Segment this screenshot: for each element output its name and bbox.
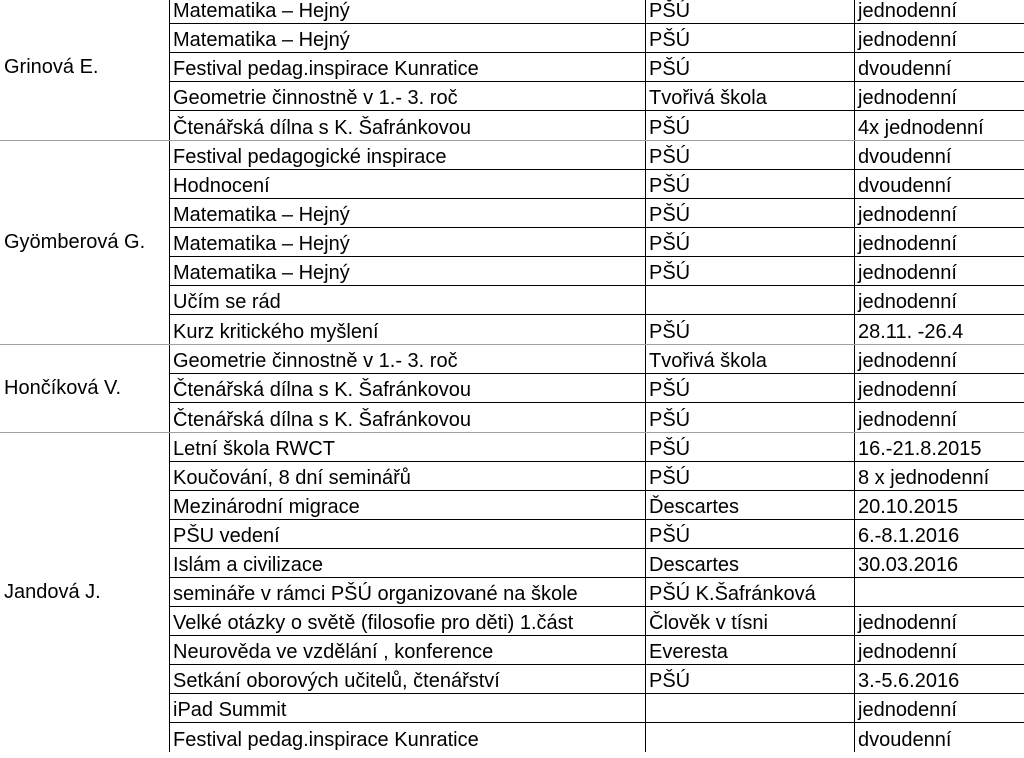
course-cell[interactable]: iPad Summit [170,694,646,722]
teacher-name-cell[interactable]: Jandová J. [0,433,170,752]
course-cell[interactable]: Mezinárodní migrace [170,491,646,519]
duration-cell[interactable]: jednodenní [858,699,957,721]
duration-cell[interactable]: 6.-8.1.2016 [858,525,960,547]
table-row [170,199,1024,228]
organizer-cell[interactable]: PŠÚ [646,374,855,402]
course-cell[interactable]: Festival pedag.inspirace Kunratice [170,53,646,81]
organizer-cell[interactable] [646,286,855,314]
organizer-cell[interactable]: PŠÚ [646,141,855,169]
duration-cell[interactable]: jednodenní [858,204,957,226]
duration-cell[interactable]: 4x jednodenní [858,117,984,139]
organizer-cell[interactable]: PŠÚ [646,228,855,256]
table-row [170,665,1024,694]
organizer-cell[interactable]: PŠÚ [646,665,855,693]
course-cell[interactable]: Čtenářská dílna s K. Šafránkovou [170,374,646,402]
organizer-cell[interactable]: PŠÚ K.Šafránková [646,578,855,606]
course-cell[interactable]: Setkání oborových učitelů, čtenářství [170,665,646,693]
course-rows [170,0,1024,140]
organizer-cell[interactable] [646,723,855,752]
duration-cell[interactable]: jednodenní [858,409,957,431]
course-cell[interactable]: Matematika – Hejný [170,0,646,23]
duration-cell[interactable]: jednodenní [858,612,957,634]
organizer-cell[interactable]: PŠÚ [646,170,855,198]
organizer-cell[interactable]: Tvořivá škola [646,345,855,373]
duration-cell[interactable]: dvoudenní [858,58,952,80]
table-row [170,111,1024,140]
duration-cell[interactable]: jednodenní [858,29,957,51]
course-cell[interactable]: Koučování, 8 dní seminářů [170,462,646,490]
duration-cell[interactable]: jednodenní [858,0,957,22]
organizer-cell[interactable]: PŠÚ [646,257,855,285]
table-row [170,286,1024,315]
table-row [170,170,1024,199]
table-row [170,82,1024,111]
course-cell[interactable]: Čtenářská dílna s K. Šafránkovou [170,111,646,140]
organizer-cell[interactable]: PŠÚ [646,199,855,227]
teacher-name-cell[interactable]: Hončíková V. [0,345,170,432]
course-cell[interactable]: PŠU vedení [170,520,646,548]
duration-cell[interactable]: dvoudenní [858,729,952,751]
table-row [170,228,1024,257]
duration-cell[interactable]: 28.11. -26.4 [858,321,964,343]
course-rows [170,433,1024,752]
table-row [170,549,1024,578]
table-row [170,345,1024,374]
duration-cell[interactable]: jednodenní [858,233,957,255]
course-cell[interactable]: Matematika – Hejný [170,228,646,256]
table-row [170,141,1024,170]
duration-cell[interactable]: jednodenní [858,379,957,401]
table-row [170,433,1024,462]
course-cell[interactable]: Matematika – Hejný [170,199,646,227]
teacher-name-cell[interactable]: Grinová E. [0,0,170,140]
table-row [170,0,1024,24]
table-row [170,723,1024,752]
table-row [170,578,1024,607]
organizer-cell[interactable]: Člověk v tísni [646,607,855,635]
organizer-cell[interactable] [646,694,855,722]
organizer-cell[interactable]: PŠÚ [646,433,855,461]
table-row [170,491,1024,520]
duration-cell[interactable]: jednodenní [858,350,957,372]
organizer-cell[interactable]: PŠÚ [646,520,855,548]
course-cell[interactable]: Velké otázky o světě (filosofie pro děti) 1.část [170,607,646,635]
table-row [170,694,1024,723]
table-row [170,520,1024,549]
teacher-group [0,0,1024,141]
teacher-group [0,141,1024,345]
course-cell[interactable]: Čtenářská dílna s K. Šafránkovou [170,403,646,432]
course-cell[interactable]: Geometrie činnostně v 1.- 3. roč [170,82,646,110]
duration-cell[interactable]: 3.-5.6.2016 [858,670,960,692]
organizer-cell[interactable]: Tvořivá škola [646,82,855,110]
course-cell[interactable]: Matematika – Hejný [170,257,646,285]
organizer-cell[interactable]: PŠÚ [646,111,855,140]
table-row [170,257,1024,286]
teacher-name-cell[interactable]: Gyömberová G. [0,141,170,344]
course-cell[interactable]: Islám a civilizace [170,549,646,577]
table-row [170,315,1024,344]
organizer-cell[interactable]: Everesta [646,636,855,664]
duration-cell[interactable]: 20.10.2015 [858,496,959,518]
course-rows [170,345,1024,432]
duration-cell[interactable] [855,578,1024,606]
duration-cell[interactable]: jednodenní [858,641,957,663]
course-cell[interactable]: Festival pedag.inspirace Kunratice [170,723,646,752]
table-row [170,607,1024,636]
course-cell[interactable]: Učím se rád [170,286,646,314]
organizer-cell[interactable]: PŠÚ [646,53,855,81]
duration-cell[interactable]: 16.-21.8.2015 [858,438,982,460]
organizer-cell[interactable]: PŠÚ [646,0,855,23]
course-cell[interactable]: Matematika – Hejný [170,24,646,52]
organizer-cell[interactable]: PŠÚ [646,24,855,52]
table-row [170,374,1024,403]
teacher-group [0,345,1024,433]
course-cell[interactable]: Geometrie činnostně v 1.- 3. roč [170,345,646,373]
table-row [170,53,1024,82]
course-cell[interactable]: Hodnocení [170,170,646,198]
table-row [170,462,1024,491]
teacher-group [0,433,1024,752]
duration-cell[interactable]: 8 x jednodenní [858,467,990,489]
course-cell[interactable]: Festival pedagogické inspirace [170,141,646,169]
course-rows [170,141,1024,344]
duration-cell[interactable]: dvoudenní [858,175,952,197]
table-row [170,636,1024,665]
duration-cell[interactable]: jednodenní [858,262,957,284]
table-row [170,24,1024,53]
course-cell[interactable]: Letní škola RWCT [170,433,646,461]
duration-cell[interactable]: 30.03.2016 [858,554,959,576]
organizer-cell[interactable]: Descartes [646,549,855,577]
course-cell[interactable]: Kurz kritického myšlení [170,315,646,344]
course-cell[interactable]: semináře v rámci PŠÚ organizované na škole [170,578,646,606]
course-cell[interactable]: Neurověda ve vzdělání , konference [170,636,646,664]
organizer-cell[interactable]: Ďescartes [646,491,855,519]
duration-cell[interactable]: jednodenní [858,291,957,313]
organizer-cell[interactable]: PŠÚ [646,403,855,432]
duration-cell[interactable]: dvoudenní [858,146,952,168]
organizer-cell[interactable]: PŠÚ [646,462,855,490]
duration-cell[interactable]: jednodenní [858,87,957,109]
table-row [170,403,1024,432]
organizer-cell[interactable]: PŠÚ [646,315,855,344]
